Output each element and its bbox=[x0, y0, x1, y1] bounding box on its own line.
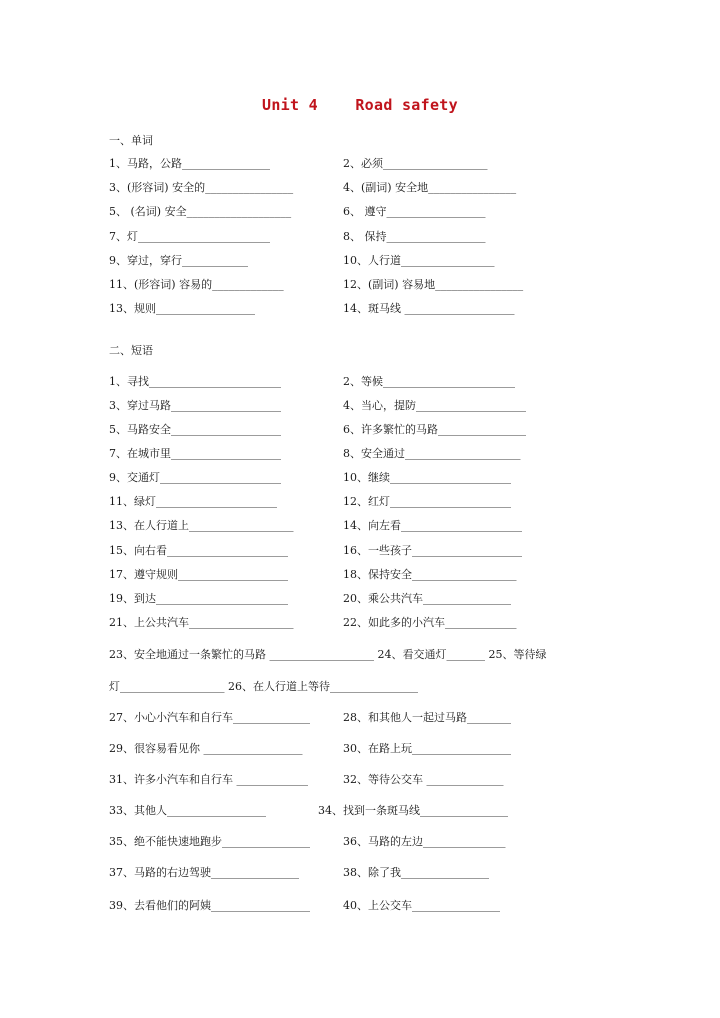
list-item: 1、寻找________________________ bbox=[109, 375, 281, 388]
list-item: 6、 遵守__________________ bbox=[343, 205, 486, 218]
list-item: 13、在人行道上___________________ bbox=[109, 519, 294, 532]
list-item: 11、(形容词) 容易的_____________ bbox=[109, 278, 284, 291]
list-item: 35、绝不能快速地跑步________________ bbox=[109, 835, 310, 848]
list-item: 10、人行道_________________ bbox=[343, 254, 495, 267]
list-item: 灯___________________ 26、在人行道上等待________________ bbox=[109, 680, 418, 693]
list-item: 32、等待公交车 ______________ bbox=[343, 773, 504, 786]
section-heading-phrases: 二、短语 bbox=[109, 344, 153, 357]
list-item: 3、穿过马路____________________ bbox=[109, 399, 281, 412]
list-item: 29、很容易看见你 __________________ bbox=[109, 742, 303, 755]
list-item: 8、安全通过_____________________ bbox=[343, 447, 521, 460]
list-item: 17、遵守规则____________________ bbox=[109, 568, 288, 581]
list-item: 10、继续______________________ bbox=[343, 471, 511, 484]
list-item: 3、(形容词) 安全的________________ bbox=[109, 181, 294, 194]
list-item: 4、(副词) 安全地________________ bbox=[343, 181, 517, 194]
list-item: 1、马路，公路________________ bbox=[109, 157, 270, 170]
list-item: 15、向右看______________________ bbox=[109, 544, 288, 557]
list-item: 19、到达________________________ bbox=[109, 592, 288, 605]
list-item: 14、向左看______________________ bbox=[343, 519, 522, 532]
list-item: 2、必须___________________ bbox=[343, 157, 488, 170]
list-item: 14、斑马线 ____________________ bbox=[343, 302, 515, 315]
list-item: 12、红灯______________________ bbox=[343, 495, 511, 508]
list-item: 8、 保持__________________ bbox=[343, 230, 486, 243]
list-item: 5、 (名词) 安全___________________ bbox=[109, 205, 292, 218]
list-item: 11、绿灯______________________ bbox=[109, 495, 277, 508]
list-item: 4、当心，提防____________________ bbox=[343, 399, 526, 412]
list-item: 12、(副词) 容易地________________ bbox=[343, 278, 524, 291]
list-item: 21、上公共汽车___________________ bbox=[109, 616, 294, 629]
list-item: 18、保持安全___________________ bbox=[343, 568, 517, 581]
list-item: 37、马路的右边驾驶________________ bbox=[109, 866, 299, 879]
list-item: 7、灯________________________ bbox=[109, 230, 270, 243]
list-item: 38、除了我________________ bbox=[343, 866, 489, 879]
list-item: 2、等候________________________ bbox=[343, 375, 515, 388]
list-item: 31、许多小汽车和自行车 _____________ bbox=[109, 773, 308, 786]
list-item: 6、许多繁忙的马路________________ bbox=[343, 423, 526, 436]
list-item: 7、在城市里____________________ bbox=[109, 447, 281, 460]
list-item: 33、其他人__________________ bbox=[109, 804, 266, 817]
list-item: 27、小心小汽车和自行车______________ bbox=[109, 711, 310, 724]
list-item: 9、交通灯______________________ bbox=[109, 471, 281, 484]
list-item: 5、马路安全____________________ bbox=[109, 423, 281, 436]
list-item: 16、一些孩子____________________ bbox=[343, 544, 522, 557]
list-item: 28、和其他人一起过马路________ bbox=[343, 711, 511, 724]
list-item: 39、去看他们的阿姨__________________ bbox=[109, 899, 310, 912]
list-item: 9、穿过，穿行____________ bbox=[109, 254, 248, 267]
list-item: 22、如此多的小汽车_____________ bbox=[343, 616, 517, 629]
section-heading-words: 一、单词 bbox=[109, 134, 153, 147]
list-item: 23、安全地通过一条繁忙的马路 ___________________ 24、看交通灯_______ 25、等待绿 bbox=[109, 648, 547, 661]
list-item: 34、找到一条斑马线________________ bbox=[318, 804, 508, 817]
list-item: 20、乘公共汽车________________ bbox=[343, 592, 511, 605]
page-title: Unit 4 Road safety bbox=[262, 96, 458, 114]
list-item: 36、马路的左边_______________ bbox=[343, 835, 506, 848]
list-item: 13、规则__________________ bbox=[109, 302, 255, 315]
list-item: 40、上公交车________________ bbox=[343, 899, 500, 912]
list-item: 30、在路上玩__________________ bbox=[343, 742, 511, 755]
